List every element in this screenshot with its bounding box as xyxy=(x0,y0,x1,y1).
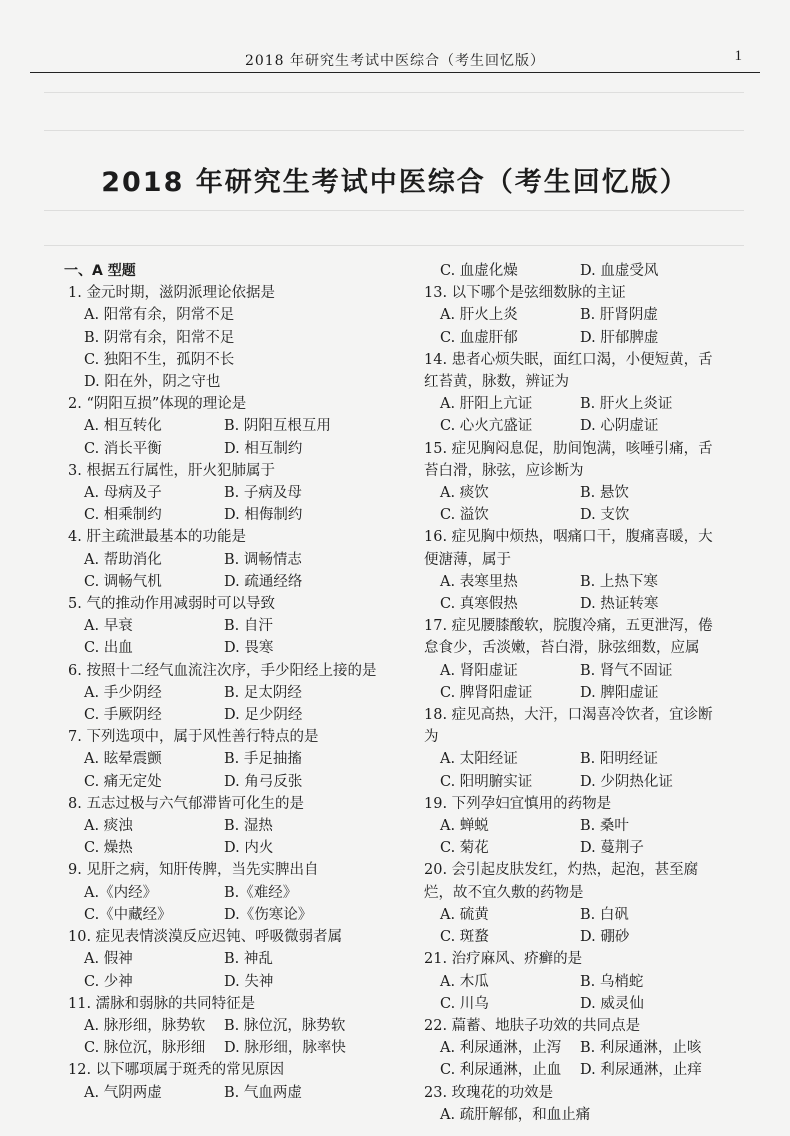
question-2 xyxy=(68,393,366,460)
option: A. 相互转化 xyxy=(84,418,162,435)
page-title: 2018 年研究生考试中医综合（考生回忆版） xyxy=(101,167,689,198)
page-number: 1 xyxy=(734,48,742,64)
question-21 xyxy=(424,948,724,1015)
option: C. 调畅气机 xyxy=(84,573,162,590)
question-stem: 21. 治疗麻风、疥癣的是 xyxy=(424,951,583,968)
option: A. 母病及子 xyxy=(84,485,162,502)
option: C. 少神 xyxy=(84,973,133,990)
question-stem: 22. 萹蓄、地肤子功效的共同点是 xyxy=(424,1017,641,1034)
question-23 xyxy=(424,1082,724,1126)
option: D. 肝郁脾虚 xyxy=(580,329,659,346)
question-17 xyxy=(424,615,724,704)
question-stem: 4. 肝主疏泄最基本的功能是 xyxy=(68,529,246,546)
option: C. 相乘制约 xyxy=(84,507,162,524)
option: D. 支饮 xyxy=(580,507,630,524)
option: C. 溢饮 xyxy=(440,507,489,524)
option: A. 疏肝解郁，和血止痛 xyxy=(440,1106,591,1123)
option: A. 利尿通淋，止泻 xyxy=(440,1040,562,1057)
option: C. 独阳不生，孤阴不长 xyxy=(84,351,235,368)
question-stem: 9. 见肝之病，知肝传脾，当先实脾出自 xyxy=(68,862,319,879)
option: C. 斑蝥 xyxy=(440,929,489,946)
option: C. 利尿通淋，止血 xyxy=(440,1062,562,1079)
option: D. 热证转寒 xyxy=(580,596,659,613)
option: B. 阴常有余，阳常不足 xyxy=(84,329,235,346)
question-6 xyxy=(68,660,377,727)
question-12 xyxy=(68,1059,366,1103)
option: B. 桑叶 xyxy=(580,818,629,835)
option: D.《伤寒论》 xyxy=(224,906,313,923)
option: B. 白矾 xyxy=(580,906,629,923)
header-title: 2018 年研究生考试中医综合（考生回忆版） xyxy=(244,53,546,69)
section-heading: 一、A 型题 xyxy=(64,263,136,279)
option: C. 手厥阴经 xyxy=(84,707,162,724)
option: B. 调畅情志 xyxy=(224,551,302,568)
option: A. 气阴两虚 xyxy=(84,1084,162,1101)
option: B. 肝火上炎证 xyxy=(580,396,673,413)
option: B. 湿热 xyxy=(224,818,273,835)
option: B. 利尿通淋，止咳 xyxy=(580,1040,702,1057)
option: D. 失神 xyxy=(224,973,274,990)
left-column xyxy=(64,260,377,1104)
question-stem: 10. 症见表情淡漠反应迟钝、呼吸微弱者属 xyxy=(68,929,343,946)
option: A. 帮助消化 xyxy=(84,551,162,568)
option: D. 疏通经络 xyxy=(224,573,303,590)
question-stem: 18. 症见高热，大汗，口渴喜冷饮者，宜诊断为 xyxy=(424,707,713,746)
option: D. 少阴热化证 xyxy=(580,773,673,790)
option: B. 足太阴经 xyxy=(224,684,302,701)
option: C. 菊花 xyxy=(440,840,489,857)
option: C. 脾肾阳虚证 xyxy=(440,684,533,701)
question-16 xyxy=(424,526,724,615)
option: D. 相侮制约 xyxy=(224,507,303,524)
option: C. 燥热 xyxy=(84,840,133,857)
option: C. 真寒假热 xyxy=(440,596,518,613)
option: D. 心阴虚证 xyxy=(580,418,659,435)
option: B. 上热下寒 xyxy=(580,573,658,590)
option: A. 太阳经证 xyxy=(440,751,518,768)
option: A. 脉形细，脉势软 xyxy=(84,1017,206,1034)
option: D. 阳在外，阴之守也 xyxy=(84,374,221,391)
question-5 xyxy=(68,593,366,660)
option: D. 利尿通淋，止痒 xyxy=(580,1062,702,1079)
option: B. 阳明经证 xyxy=(580,751,658,768)
option: D. 血虚受风 xyxy=(580,263,659,279)
option: A. 木瓜 xyxy=(440,973,489,990)
option: A. 肝阳上亢证 xyxy=(440,396,533,413)
option: B.《难经》 xyxy=(224,884,298,901)
question-10 xyxy=(68,926,366,993)
running-header xyxy=(30,44,760,73)
option: B. 肾气不固证 xyxy=(580,662,673,679)
question-stem: 3. 根据五行属性，肝火犯肺属于 xyxy=(68,462,275,479)
question-stem: 23. 玫瑰花的功效是 xyxy=(424,1084,554,1101)
option: A. 眩晕震颤 xyxy=(84,751,162,768)
question-4 xyxy=(68,526,366,593)
option: A. 肾阳虚证 xyxy=(440,662,518,679)
option: C. 川乌 xyxy=(440,995,489,1012)
option: A. 早衰 xyxy=(84,618,133,635)
question-7 xyxy=(68,726,366,793)
option: B. 悬饮 xyxy=(580,485,629,502)
option: B. 子病及母 xyxy=(224,485,302,502)
option: B. 脉位沉，脉势软 xyxy=(224,1017,346,1034)
option: A. 假神 xyxy=(84,951,133,968)
question-stem: 5. 气的推动作用减弱时可以导致 xyxy=(68,596,275,613)
question-19 xyxy=(424,793,724,860)
question-stem: 16. 症见胸中烦热，咽痛口干，腹痛喜暖，大便溏薄，属于 xyxy=(424,529,713,568)
option: C. 消长平衡 xyxy=(84,440,162,457)
option: D. 内火 xyxy=(224,840,274,857)
option: C. 心火亢盛证 xyxy=(440,418,533,435)
question-1 xyxy=(68,282,366,393)
question-13 xyxy=(424,282,724,349)
option: A. 痰饮 xyxy=(440,485,489,502)
question-8 xyxy=(68,793,366,860)
question-9 xyxy=(68,859,366,926)
question-11 xyxy=(68,993,366,1060)
question-stem: 7. 下列选项中，属于风性善行特点的是 xyxy=(68,729,319,746)
option: D. 角弓反张 xyxy=(224,773,303,790)
option: A. 表寒里热 xyxy=(440,573,518,590)
question-stem: 2. “阴阳互损”体现的理论是 xyxy=(68,396,247,413)
question-3 xyxy=(68,460,366,527)
option: D. 脾阳虚证 xyxy=(580,684,659,701)
question-14 xyxy=(424,349,724,438)
question-20 xyxy=(424,859,724,948)
option: D. 威灵仙 xyxy=(580,995,644,1012)
option: B. 手足抽搐 xyxy=(224,751,302,768)
question-stem: 13. 以下哪个是弦细数脉的主证 xyxy=(424,285,626,302)
option: D. 足少阴经 xyxy=(224,707,303,724)
option: A.《内经》 xyxy=(84,884,158,901)
option: B. 乌梢蛇 xyxy=(580,973,644,990)
option: C. 出血 xyxy=(84,640,133,657)
right-column xyxy=(424,260,724,1126)
option: D. 畏寒 xyxy=(224,640,274,657)
question-stem: 6. 按照十二经气血流注次序，手少阳经上接的是 xyxy=(68,662,377,679)
option: A. 蝉蜕 xyxy=(440,818,489,835)
question-stem: 11. 濡脉和弱脉的共同特征是 xyxy=(68,995,256,1012)
option: C. 脉位沉，脉形细 xyxy=(84,1040,206,1057)
option: D. 硼砂 xyxy=(580,929,630,946)
option: A. 阳常有余，阴常不足 xyxy=(84,307,235,324)
option: B. 气血两虚 xyxy=(224,1084,302,1101)
question-stem: 12. 以下哪项属于斑秃的常见原因 xyxy=(68,1062,285,1079)
question-22 xyxy=(424,1015,724,1082)
option: C. 血虚肝郁 xyxy=(440,329,518,346)
option: C.《中藏经》 xyxy=(84,906,172,923)
option: B. 肝肾阴虚 xyxy=(580,307,658,324)
question-stem: 1. 金元时期，滋阴派理论依据是 xyxy=(68,285,275,302)
option: D. 蔓荆子 xyxy=(580,840,644,857)
question-stem: 8. 五志过极与六气郁滞皆可化生的是 xyxy=(68,795,304,812)
question-15 xyxy=(424,438,724,527)
option: B. 神乱 xyxy=(224,951,273,968)
question-stem: 20. 会引起皮肤发红，灼热，起泡，甚至腐烂，故不宜久敷的药物是 xyxy=(424,862,699,901)
question-stem: 19. 下列孕妇宜慎用的药物是 xyxy=(424,795,612,812)
option: A. 硫黄 xyxy=(440,906,489,923)
option: C. 痛无定处 xyxy=(84,773,162,790)
option: C. 阳明腑实证 xyxy=(440,773,533,790)
option: C. 血虚化燥 xyxy=(440,263,518,279)
question-stem: 17. 症见腰膝酸软，脘腹冷痛，五更泄泻，倦怠食少，舌淡嫩，苔白滑，脉弦细数，应属 xyxy=(424,618,713,657)
option: B. 自汗 xyxy=(224,618,273,635)
option: B. 阴阳互根互用 xyxy=(224,418,331,435)
option: A. 手少阴经 xyxy=(84,684,162,701)
question-18 xyxy=(424,704,724,793)
option: D. 相互制约 xyxy=(224,440,303,457)
question-stem: 14. 患者心烦失眠，面红口渴，小便短黄，舌红苔黄，脉数，辨证为 xyxy=(424,351,713,391)
option: A. 痰浊 xyxy=(84,818,133,835)
option: A. 肝火上炎 xyxy=(440,307,518,324)
question-stem: 15. 症见胸闷息促，肋间饱满，咳唾引痛，舌苔白滑，脉弦，应诊断为 xyxy=(424,440,713,479)
option: D. 脉形细，脉率快 xyxy=(224,1040,346,1057)
